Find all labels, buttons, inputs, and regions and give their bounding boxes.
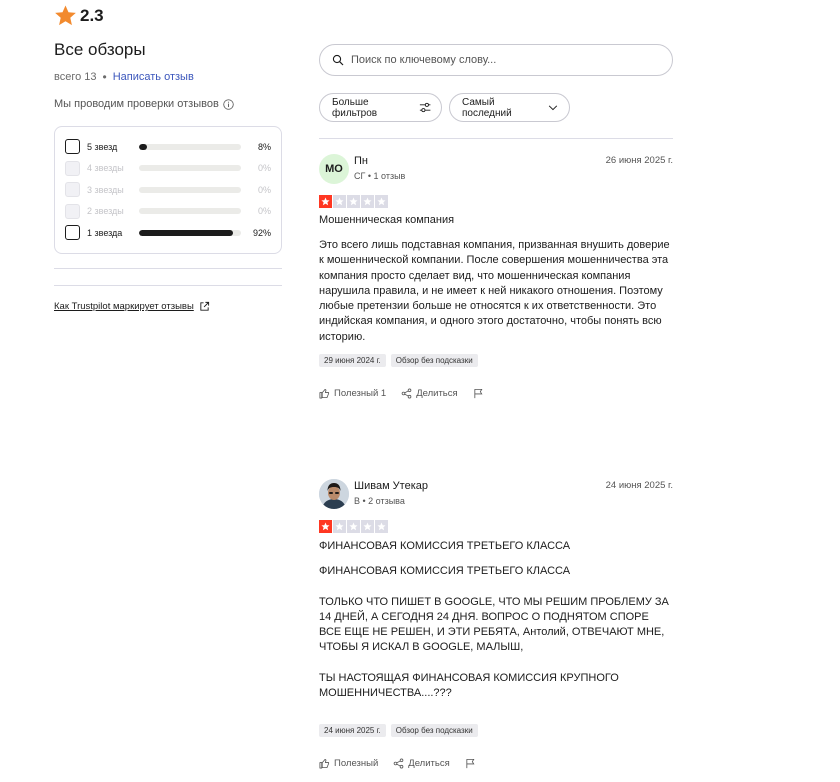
- star-filter-fill: [139, 144, 147, 150]
- user-photo-icon: [319, 479, 349, 509]
- flag-icon: [465, 758, 476, 769]
- author-name[interactable]: Пн: [354, 155, 368, 167]
- star-filter-bar: [139, 144, 241, 150]
- star-filter-percent: 0%: [257, 163, 271, 174]
- sort-dropdown[interactable]: [449, 93, 570, 122]
- star-filter-bar: [139, 208, 241, 214]
- rating-star-icon: [375, 195, 388, 208]
- useful-button[interactable]: [319, 388, 386, 399]
- star-filter-5[interactable]: [65, 136, 271, 158]
- share-label: Делиться: [416, 388, 458, 399]
- review-tags: [319, 354, 478, 367]
- review-type-tag[interactable]: Обзор без подсказки: [391, 354, 478, 367]
- search-icon: [332, 54, 344, 66]
- useful-button[interactable]: [319, 758, 378, 769]
- star-icon: [54, 4, 77, 27]
- separator-dot: •: [102, 70, 107, 84]
- overall-rating: [54, 4, 104, 27]
- review-actions: [319, 758, 491, 769]
- star-filter-bar: [139, 187, 241, 193]
- star-filter-percent: 92%: [252, 227, 271, 238]
- useful-label: Полезный 1: [334, 388, 387, 399]
- star-filter-3: [65, 179, 271, 201]
- rating-star-icon: [333, 520, 346, 533]
- verification-note: [54, 98, 282, 110]
- share-label: Делиться: [408, 758, 450, 769]
- reviews-summary-panel: [54, 40, 282, 254]
- star-filter-2: [65, 201, 271, 223]
- rating-star-icon: [319, 520, 332, 533]
- review-title[interactable]: Мошенническая компания: [319, 214, 455, 226]
- divider: [54, 285, 282, 286]
- thumbs-up-icon: [319, 758, 330, 769]
- star-filter-box: [54, 126, 282, 254]
- star-filter-label: 2 звезды: [87, 206, 124, 217]
- review-body: Это всего лишь подставная компания, призванная внушить доверие к мошеннической компании. После совершения мошенничества эта компания просто сделает вид, что мошенническая компания нарушила правила, и не имеет к ней никакого отношения. Поэтому любые претензии больше не относятся к их ответственности. Это индийская компания, и одного этого достаточно, чтобы понять всю историю.: [319, 239, 670, 343]
- share-icon: [393, 758, 404, 769]
- experience-date-tag: 24 июня 2025 г.: [319, 724, 386, 737]
- reviews-count-line: [54, 70, 282, 84]
- search-input[interactable]: [351, 54, 651, 66]
- report-button[interactable]: [473, 388, 484, 399]
- share-icon: [401, 388, 412, 399]
- reviews-total: всего 13: [54, 71, 97, 83]
- how-trustpilot-text[interactable]: Как Trustpilot маркирует отзывы: [54, 301, 194, 312]
- star-filter-1[interactable]: [65, 222, 271, 244]
- report-button[interactable]: [465, 758, 476, 769]
- checkbox-1-star[interactable]: [65, 225, 80, 240]
- sliders-icon: [419, 101, 431, 114]
- review-card: [319, 479, 673, 779]
- divider: [319, 138, 673, 139]
- rating-star-icon: [347, 195, 360, 208]
- rating-star-icon: [361, 520, 374, 533]
- rating-star-icon: [375, 520, 388, 533]
- thumbs-up-icon: [319, 388, 330, 399]
- rating-star-icon: [333, 195, 346, 208]
- checkbox-5-stars[interactable]: [65, 139, 80, 154]
- search-box[interactable]: [319, 44, 673, 76]
- review-type-tag[interactable]: Обзор без подсказки: [391, 724, 478, 737]
- avatar[interactable]: [319, 479, 349, 509]
- star-filter-label: 5 звезд: [87, 141, 118, 152]
- share-button[interactable]: [401, 388, 457, 399]
- star-filter-percent: 0%: [257, 184, 271, 195]
- more-filters-button[interactable]: [319, 93, 442, 122]
- more-filters-label: Больше фильтров: [332, 96, 378, 119]
- checkbox-4-stars: [65, 161, 80, 176]
- star-filter-label: 3 звезды: [87, 184, 124, 195]
- star-filter-label: 1 звезда: [87, 227, 123, 238]
- all-reviews-title: Все обзоры: [54, 40, 146, 59]
- review-tags: [319, 724, 478, 737]
- review-card: [319, 154, 673, 414]
- author-meta: В • 2 отзыва: [354, 496, 405, 506]
- external-link-icon: [199, 301, 210, 312]
- review-actions: [319, 388, 499, 399]
- flag-icon: [473, 388, 484, 399]
- star-filter-fill: [139, 230, 233, 236]
- rating-value: 2.3: [80, 5, 104, 25]
- star-filter-4: [65, 158, 271, 180]
- share-button[interactable]: [393, 758, 449, 769]
- chevron-down-icon: [547, 101, 559, 114]
- star-filter-bar: [139, 165, 241, 171]
- info-icon[interactable]: [223, 99, 234, 110]
- rating-star-icon: [361, 195, 374, 208]
- how-trustpilot-link[interactable]: [54, 301, 210, 312]
- star-filter-percent: 0%: [257, 206, 271, 217]
- divider: [54, 268, 282, 269]
- review-title[interactable]: ФИНАНСОВАЯ КОМИССИЯ ТРЕТЬЕГО КЛАССА: [319, 540, 571, 552]
- star-filter-percent: 8%: [257, 141, 271, 152]
- star-filter-label: 4 звезды: [87, 163, 124, 174]
- review-date: 26 июня 2025 г.: [605, 155, 673, 166]
- review-body: ФИНАНСОВАЯ КОМИССИЯ ТРЕТЬЕГО КЛАССА ТОЛЬКО ЧТО ПИШЕТ В GOOGLE, ЧТО МЫ РЕШИМ ПРОБЛЕМУ ЗА 14 ДНЕЙ, А СЕГОДНЯ 24 ДНЯ. ВОПРОС О ПОДНЯТОМ СПОРЕ ВСЕ ЕЩЕ НЕ РЕШЕН, И ЭТИ РЕБЯТА, Антолий, ОТВЕЧАЮТ МНЕ, ЧТОБЫ Я ИСКАЛ В GOOGLE, МАЛЫШ, ТЫ НАСТОЯЩАЯ ФИНАНСОВАЯ КОМИССИЯ КРУПНОГО МОШЕННИЧЕСТВА....???: [319, 565, 669, 700]
- verification-text: Мы проводим проверки отзывов: [54, 98, 219, 110]
- write-review-link[interactable]: Написать отзыв: [112, 71, 194, 83]
- review-date: 24 июня 2025 г.: [605, 480, 673, 491]
- experience-date-tag: 29 июня 2024 г.: [319, 354, 386, 367]
- author-name[interactable]: Шивам Утекар: [354, 480, 428, 492]
- star-rating: [319, 520, 388, 533]
- useful-label: Полезный: [334, 758, 379, 769]
- sort-label: Самый последний: [462, 96, 512, 119]
- avatar[interactable]: МО: [319, 154, 349, 184]
- checkbox-3-stars: [65, 182, 80, 197]
- star-filter-bar: [139, 230, 241, 236]
- star-rating: [319, 195, 388, 208]
- checkbox-2-stars: [65, 204, 80, 219]
- rating-star-icon: [319, 195, 332, 208]
- author-meta: СГ • 1 отзыв: [354, 171, 406, 181]
- rating-star-icon: [347, 520, 360, 533]
